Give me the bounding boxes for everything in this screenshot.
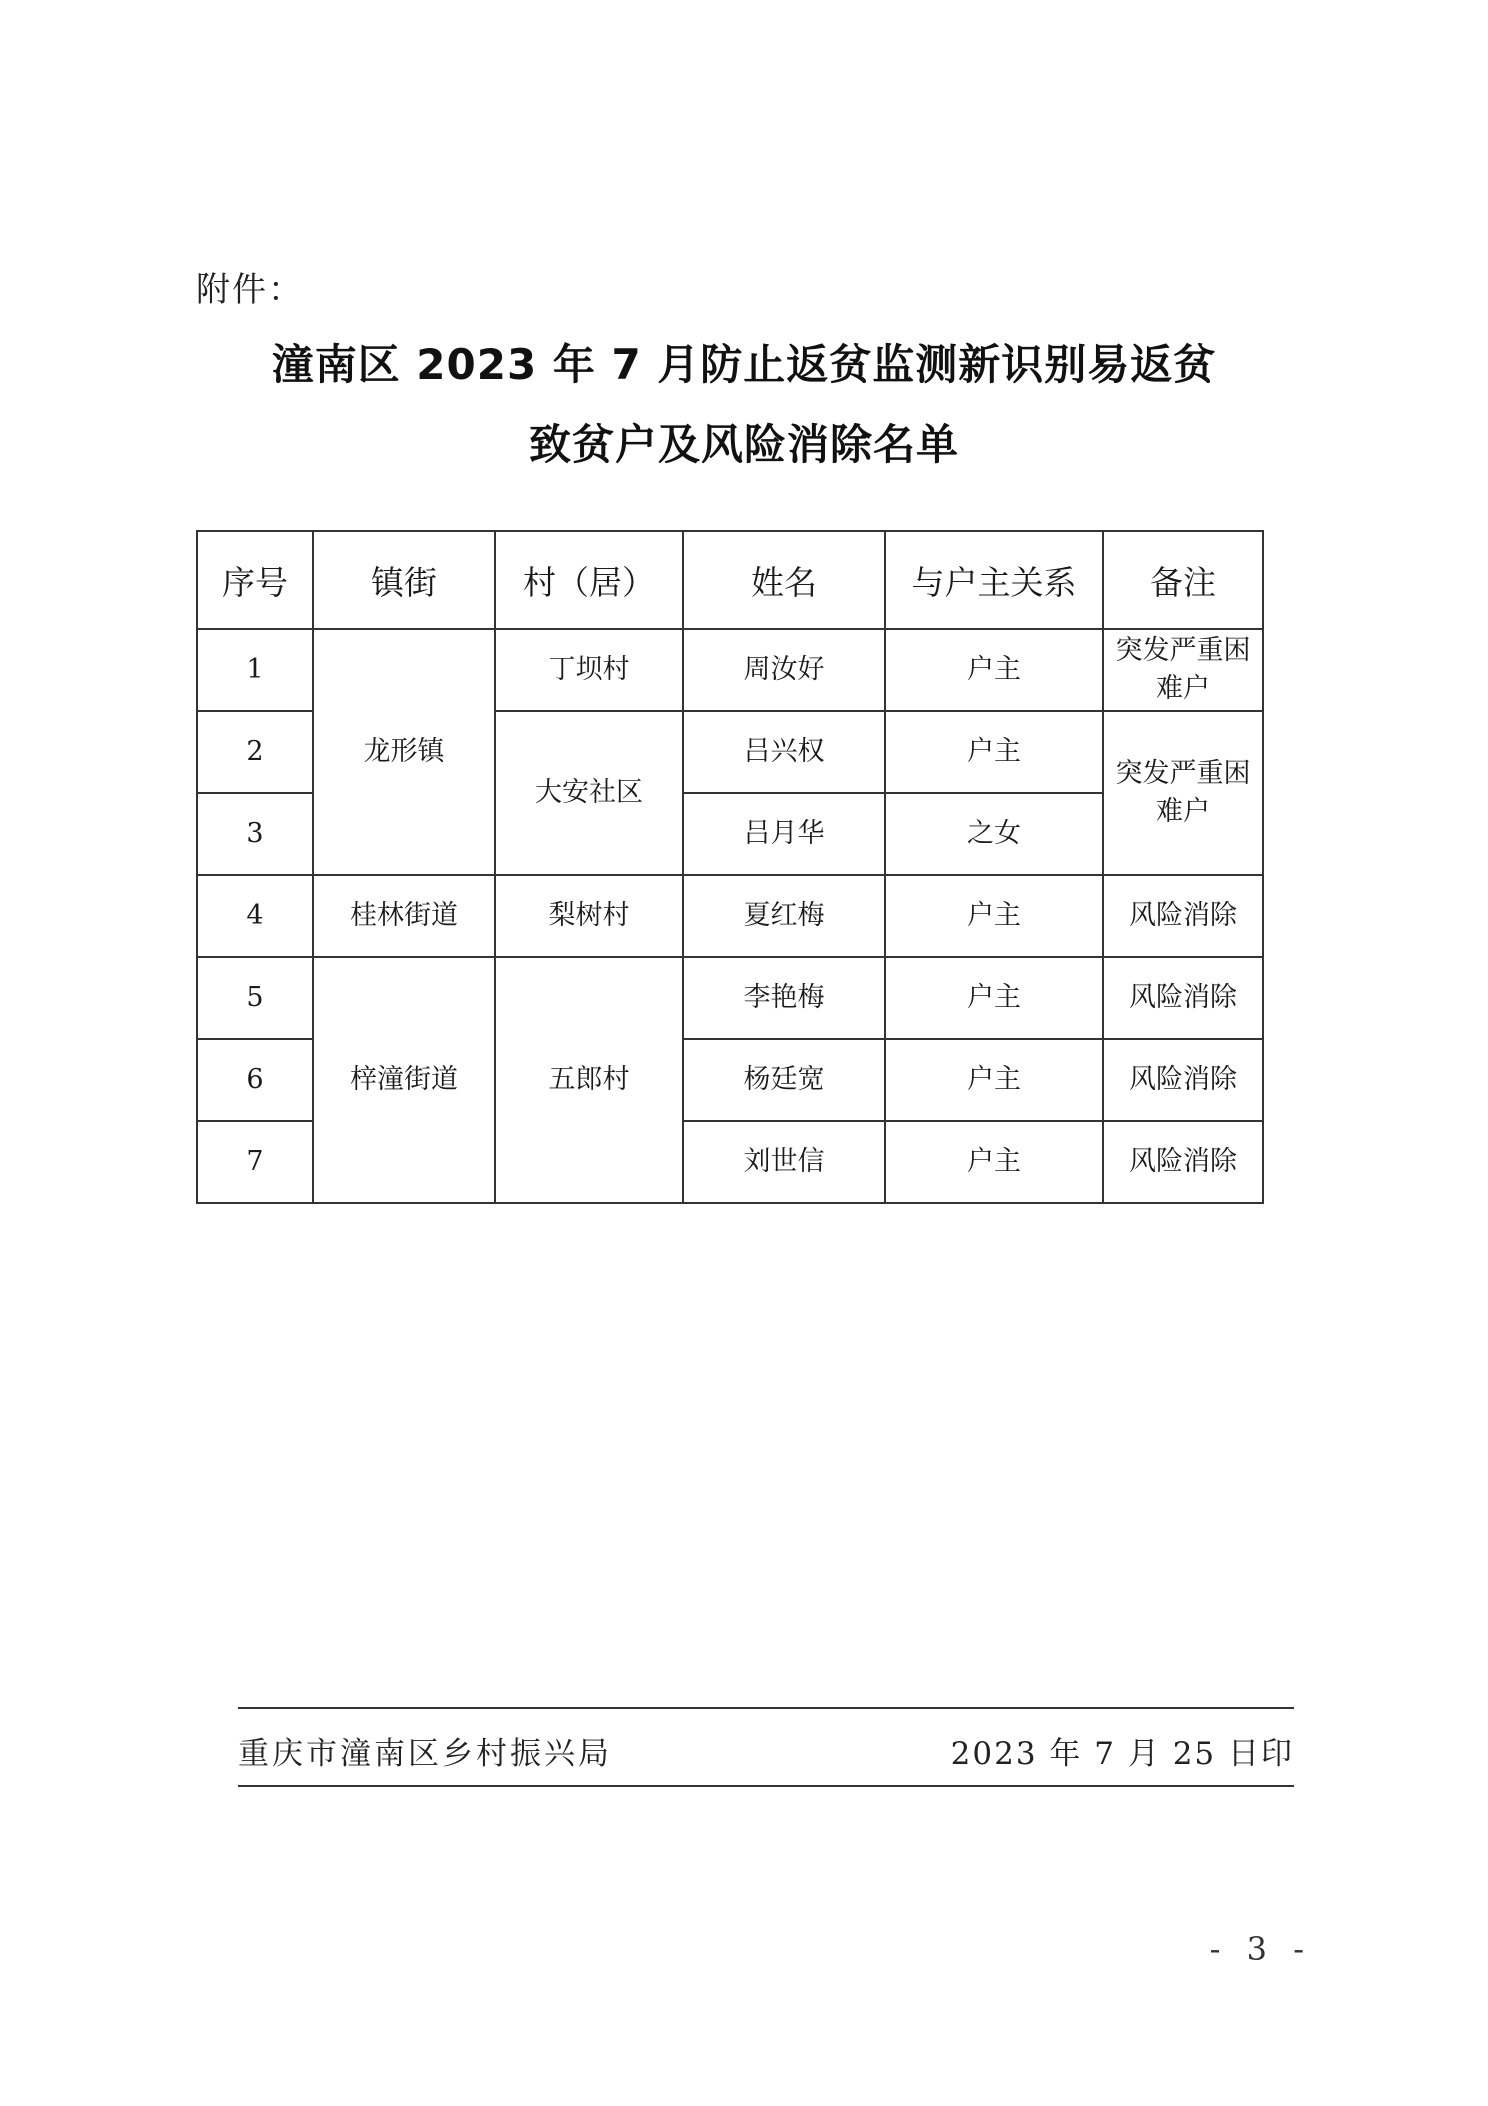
header-town: 镇街 bbox=[313, 531, 495, 629]
cell-relation: 户主 bbox=[885, 957, 1103, 1039]
footer-rule-top bbox=[238, 1707, 1294, 1709]
cell-name: 刘世信 bbox=[683, 1121, 885, 1203]
table-row bbox=[197, 957, 1263, 1039]
cell-name: 周汝好 bbox=[683, 629, 885, 711]
cell-town: 梓潼街道 bbox=[313, 957, 495, 1203]
header-no: 序号 bbox=[197, 531, 313, 629]
cell-no: 3 bbox=[197, 793, 313, 875]
cell-no: 5 bbox=[197, 957, 313, 1039]
footer-rule-bottom bbox=[238, 1785, 1294, 1787]
cell-remark: 突发严重困难户 bbox=[1103, 629, 1263, 711]
cell-relation: 户主 bbox=[885, 711, 1103, 793]
footer-org: 重庆市潼南区乡村振兴局 bbox=[238, 1736, 612, 1772]
cell-town: 龙形镇 bbox=[313, 629, 495, 875]
cell-no: 4 bbox=[197, 875, 313, 957]
cell-name: 吕月华 bbox=[683, 793, 885, 875]
cell-relation: 户主 bbox=[885, 1121, 1103, 1203]
cell-relation: 之女 bbox=[885, 793, 1103, 875]
header-remark: 备注 bbox=[1103, 531, 1263, 629]
attachment-label: 附件： bbox=[196, 270, 304, 310]
cell-village: 梨树村 bbox=[495, 875, 683, 957]
cell-name: 杨廷宽 bbox=[683, 1039, 885, 1121]
cell-no: 6 bbox=[197, 1039, 313, 1121]
cell-relation: 户主 bbox=[885, 1039, 1103, 1121]
footer-date: 2023 年 7 月 25 日印 bbox=[950, 1736, 1294, 1772]
cell-town: 桂林街道 bbox=[313, 875, 495, 957]
cell-relation: 户主 bbox=[885, 629, 1103, 711]
cell-relation: 户主 bbox=[885, 875, 1103, 957]
roster-table bbox=[196, 530, 1264, 1204]
document-title-line2: 致贫户及风险消除名单 bbox=[528, 420, 959, 469]
cell-no: 2 bbox=[197, 711, 313, 793]
header-name: 姓名 bbox=[683, 531, 885, 629]
document-title-line1: 潼南区 2023 年 7 月防止返贫监测新识别易返贫 bbox=[271, 340, 1217, 389]
cell-remark: 风险消除 bbox=[1103, 1039, 1263, 1121]
header-relation: 与户主关系 bbox=[885, 531, 1103, 629]
cell-remark: 风险消除 bbox=[1103, 1121, 1263, 1203]
header-village: 村（居） bbox=[495, 531, 683, 629]
cell-village: 大安社区 bbox=[495, 711, 683, 875]
cell-name: 吕兴权 bbox=[683, 711, 885, 793]
page-number: - 3 - bbox=[1209, 1930, 1312, 1968]
cell-no: 7 bbox=[197, 1121, 313, 1203]
table-header-row bbox=[197, 531, 1263, 629]
cell-remark: 风险消除 bbox=[1103, 957, 1263, 1039]
cell-name: 李艳梅 bbox=[683, 957, 885, 1039]
cell-remark: 突发严重困难户 bbox=[1103, 711, 1263, 875]
table-row bbox=[197, 629, 1263, 711]
table-row bbox=[197, 875, 1263, 957]
cell-village: 五郎村 bbox=[495, 957, 683, 1203]
cell-remark: 风险消除 bbox=[1103, 875, 1263, 957]
cell-village: 丁坝村 bbox=[495, 629, 683, 711]
cell-no: 1 bbox=[197, 629, 313, 711]
cell-name: 夏红梅 bbox=[683, 875, 885, 957]
